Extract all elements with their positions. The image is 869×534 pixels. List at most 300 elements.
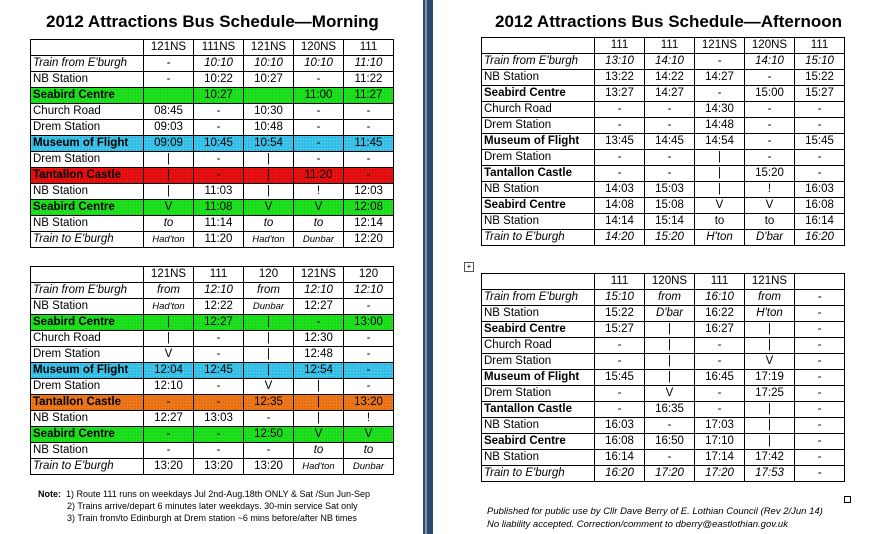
time-cell: 15:00 bbox=[745, 86, 795, 102]
time-cell: from bbox=[144, 283, 194, 299]
time-cell: H'ton bbox=[695, 230, 745, 246]
time-cell: 15:03 bbox=[645, 182, 695, 198]
time-cell: 17:53 bbox=[745, 466, 795, 482]
stop-name: NB Station bbox=[482, 182, 595, 198]
time-cell: Had'ton bbox=[144, 299, 194, 315]
time-cell: | bbox=[144, 331, 194, 347]
route-header: 120NS bbox=[294, 40, 344, 56]
stop-name: Drem Station bbox=[482, 386, 595, 402]
time-cell: - bbox=[194, 379, 244, 395]
time-cell: 15:27 bbox=[795, 86, 845, 102]
table-row bbox=[31, 88, 394, 104]
time-cell: | bbox=[244, 152, 294, 168]
time-cell: Dunbar bbox=[344, 459, 394, 475]
time-cell: - bbox=[645, 150, 695, 166]
time-cell: - bbox=[344, 299, 394, 315]
time-cell: - bbox=[645, 418, 695, 434]
route-header: 111 bbox=[595, 274, 645, 290]
header-corner bbox=[31, 40, 144, 56]
note-2: 2) Trains arrive/depart 6 minutes later weekdays. 30-min service Sat only bbox=[67, 501, 358, 511]
time-cell: 10:10 bbox=[194, 56, 244, 72]
afternoon-table-1 bbox=[481, 37, 845, 246]
table-row bbox=[482, 402, 845, 418]
route-header: 111 bbox=[344, 40, 394, 56]
time-cell: 09:03 bbox=[144, 120, 194, 136]
table-row bbox=[31, 411, 394, 427]
stop-name: Church Road bbox=[482, 102, 595, 118]
time-cell: - bbox=[194, 347, 244, 363]
afternoon-page bbox=[433, 0, 869, 534]
time-cell: - bbox=[645, 102, 695, 118]
table-row bbox=[31, 459, 394, 475]
time-cell: - bbox=[745, 150, 795, 166]
time-cell: 17:25 bbox=[745, 386, 795, 402]
time-cell: | bbox=[144, 184, 194, 200]
credit-line-1: Published for public use by Cllr Dave Berry of E. Lothian Council (Rev 2/Jun 14) bbox=[487, 506, 823, 517]
route-header: 121NS bbox=[294, 267, 344, 283]
note-1: 1) Route 111 runs on weekdays Jul 2nd-Aug.18th ONLY & Sat /Sun Jun-Sep bbox=[66, 489, 371, 499]
time-cell: - bbox=[344, 347, 394, 363]
stop-name: NB Station bbox=[482, 450, 595, 466]
time-cell: ! bbox=[294, 184, 344, 200]
route-header: 121NS bbox=[244, 40, 294, 56]
stop-name: Church Road bbox=[482, 338, 595, 354]
stop-name: Drem Station bbox=[482, 354, 595, 370]
time-cell: 12:27 bbox=[294, 299, 344, 315]
time-cell: - bbox=[344, 363, 394, 379]
table-row bbox=[31, 136, 394, 152]
time-cell: 12:14 bbox=[344, 216, 394, 232]
time-cell: 10:10 bbox=[294, 56, 344, 72]
time-cell: Had'ton bbox=[244, 232, 294, 248]
afternoon-table-2 bbox=[481, 273, 845, 482]
time-cell: from bbox=[745, 290, 795, 306]
time-cell: | bbox=[745, 418, 795, 434]
route-header: 121NS bbox=[144, 267, 194, 283]
table-row bbox=[482, 198, 845, 214]
table-row bbox=[482, 214, 845, 230]
time-cell: 16:22 bbox=[695, 306, 745, 322]
time-cell: V bbox=[745, 354, 795, 370]
stop-name: Seabird Centre bbox=[482, 434, 595, 450]
time-cell: 12:48 bbox=[294, 347, 344, 363]
time-cell: V bbox=[144, 347, 194, 363]
table-row bbox=[482, 150, 845, 166]
stop-name: NB Station bbox=[31, 443, 144, 459]
table-row bbox=[31, 152, 394, 168]
time-cell: 14:14 bbox=[595, 214, 645, 230]
time-cell: - bbox=[294, 136, 344, 152]
table-row bbox=[31, 283, 394, 299]
time-cell: | bbox=[244, 168, 294, 184]
table-row bbox=[482, 290, 845, 306]
time-cell: 10:27 bbox=[244, 72, 294, 88]
credit-line-2: No liability accepted. Correction/comment to dberry@eastlothian.gov.uk bbox=[487, 519, 788, 530]
table-row bbox=[482, 386, 845, 402]
time-cell: to bbox=[344, 443, 394, 459]
stop-name: Seabird Centre bbox=[31, 315, 144, 331]
time-cell: 16:03 bbox=[595, 418, 645, 434]
route-header: 121NS bbox=[695, 38, 745, 54]
time-cell: V bbox=[645, 386, 695, 402]
time-cell: 14:20 bbox=[595, 230, 645, 246]
time-cell: 11:20 bbox=[194, 232, 244, 248]
time-cell: 13:20 bbox=[344, 395, 394, 411]
time-cell: | bbox=[645, 354, 695, 370]
time-cell: 13:20 bbox=[244, 459, 294, 475]
time-cell: - bbox=[294, 120, 344, 136]
table-row bbox=[482, 370, 845, 386]
time-cell: - bbox=[294, 72, 344, 88]
table-row bbox=[31, 427, 394, 443]
time-cell: 13:20 bbox=[194, 459, 244, 475]
time-cell: 12:45 bbox=[194, 363, 244, 379]
page-gutter bbox=[423, 0, 433, 534]
time-cell: - bbox=[595, 354, 645, 370]
time-cell: - bbox=[695, 402, 745, 418]
time-cell: 14:22 bbox=[645, 70, 695, 86]
time-cell: 14:48 bbox=[695, 118, 745, 134]
time-cell: from bbox=[244, 283, 294, 299]
time-cell: V bbox=[745, 198, 795, 214]
stop-name: Train to E'burgh bbox=[31, 459, 144, 475]
time-cell: - bbox=[795, 354, 845, 370]
time-cell: | bbox=[244, 331, 294, 347]
time-cell: V bbox=[244, 379, 294, 395]
time-cell: - bbox=[244, 411, 294, 427]
time-cell: - bbox=[194, 152, 244, 168]
time-cell: - bbox=[795, 290, 845, 306]
time-cell: 15:10 bbox=[595, 290, 645, 306]
time-cell: 08:45 bbox=[144, 104, 194, 120]
table-row bbox=[31, 56, 394, 72]
stop-name: Seabird Centre bbox=[31, 427, 144, 443]
stop-name: NB Station bbox=[482, 306, 595, 322]
time-cell: - bbox=[144, 56, 194, 72]
time-cell: - bbox=[344, 152, 394, 168]
time-cell: 15:10 bbox=[795, 54, 845, 70]
time-cell: 17:14 bbox=[695, 450, 745, 466]
stop-name: Drem Station bbox=[31, 152, 144, 168]
time-cell: - bbox=[144, 395, 194, 411]
table-row bbox=[31, 104, 394, 120]
time-cell: 17:20 bbox=[695, 466, 745, 482]
time-cell: 15:22 bbox=[595, 306, 645, 322]
stop-name: Train from E'burgh bbox=[31, 56, 144, 72]
time-cell: - bbox=[795, 450, 845, 466]
time-cell: - bbox=[795, 166, 845, 182]
stop-name: Drem Station bbox=[482, 118, 595, 134]
time-cell: D'bar bbox=[645, 306, 695, 322]
table-row bbox=[31, 72, 394, 88]
table-row bbox=[482, 322, 845, 338]
stop-name: NB Station bbox=[31, 184, 144, 200]
table-move-handle-icon[interactable]: + bbox=[464, 262, 474, 272]
time-cell: 11:14 bbox=[194, 216, 244, 232]
time-cell: - bbox=[144, 427, 194, 443]
time-cell: 16:14 bbox=[795, 214, 845, 230]
time-cell: to bbox=[144, 216, 194, 232]
time-cell: - bbox=[294, 104, 344, 120]
time-cell: 15:22 bbox=[795, 70, 845, 86]
stop-name: Seabird Centre bbox=[482, 322, 595, 338]
time-cell: 11:03 bbox=[194, 184, 244, 200]
time-cell: 12:10 bbox=[144, 379, 194, 395]
table-row bbox=[482, 118, 845, 134]
table-row bbox=[31, 395, 394, 411]
time-cell: - bbox=[695, 338, 745, 354]
table-row bbox=[482, 230, 845, 246]
time-cell: from bbox=[645, 290, 695, 306]
time-cell: - bbox=[745, 134, 795, 150]
route-header: 111 bbox=[194, 267, 244, 283]
time-cell: - bbox=[595, 338, 645, 354]
time-cell: V bbox=[344, 427, 394, 443]
time-cell: - bbox=[344, 168, 394, 184]
time-cell: - bbox=[795, 370, 845, 386]
table-row bbox=[482, 182, 845, 198]
stop-name: Seabird Centre bbox=[482, 86, 595, 102]
table-resize-handle-icon[interactable] bbox=[844, 496, 851, 503]
time-cell: 13:27 bbox=[595, 86, 645, 102]
table-row bbox=[482, 54, 845, 70]
stop-name: Train to E'burgh bbox=[482, 230, 595, 246]
time-cell: to bbox=[745, 214, 795, 230]
route-header: 120 bbox=[244, 267, 294, 283]
stop-name: Museum of Flight bbox=[482, 370, 595, 386]
route-header: 111 bbox=[695, 274, 745, 290]
route-header: 120NS bbox=[745, 38, 795, 54]
time-cell: 13:45 bbox=[595, 134, 645, 150]
time-cell: 12:03 bbox=[344, 184, 394, 200]
time-cell: - bbox=[795, 150, 845, 166]
table-row bbox=[482, 418, 845, 434]
stop-name: Museum of Flight bbox=[482, 134, 595, 150]
table-row bbox=[482, 338, 845, 354]
time-cell: | bbox=[645, 370, 695, 386]
credit-notice bbox=[487, 505, 823, 531]
time-cell: - bbox=[795, 418, 845, 434]
time-cell: 15:14 bbox=[645, 214, 695, 230]
table-row bbox=[31, 315, 394, 331]
time-cell: - bbox=[194, 443, 244, 459]
time-cell: H'ton bbox=[745, 306, 795, 322]
time-cell: - bbox=[595, 386, 645, 402]
time-cell: 13:20 bbox=[144, 459, 194, 475]
time-cell: | bbox=[695, 166, 745, 182]
time-cell: 11:08 bbox=[194, 200, 244, 216]
stop-name: Drem Station bbox=[31, 347, 144, 363]
time-cell: 15:27 bbox=[595, 322, 645, 338]
time-cell: - bbox=[244, 443, 294, 459]
time-cell: - bbox=[645, 166, 695, 182]
stop-name: Seabird Centre bbox=[482, 198, 595, 214]
stop-name: Tantallon Castle bbox=[31, 168, 144, 184]
header-corner bbox=[482, 38, 595, 54]
header-corner bbox=[482, 274, 595, 290]
time-cell: 16:45 bbox=[695, 370, 745, 386]
time-cell: 16:08 bbox=[595, 434, 645, 450]
stop-name: Museum of Flight bbox=[31, 363, 144, 379]
time-cell: 12:08 bbox=[344, 200, 394, 216]
table-row bbox=[31, 443, 394, 459]
notes-label: Note: bbox=[38, 489, 61, 499]
time-cell: - bbox=[194, 104, 244, 120]
stop-name: Train to E'burgh bbox=[31, 232, 144, 248]
time-cell: - bbox=[595, 118, 645, 134]
time-cell: 13:03 bbox=[194, 411, 244, 427]
time-cell: - bbox=[745, 70, 795, 86]
time-cell: 12:54 bbox=[294, 363, 344, 379]
time-cell: Dunbar bbox=[294, 232, 344, 248]
time-cell: 11:27 bbox=[344, 88, 394, 104]
table-row bbox=[31, 200, 394, 216]
time-cell: 12:10 bbox=[294, 283, 344, 299]
time-cell: D'bar bbox=[745, 230, 795, 246]
time-cell: - bbox=[194, 168, 244, 184]
time-cell: | bbox=[244, 347, 294, 363]
time-cell: | bbox=[645, 338, 695, 354]
time-cell: 16:27 bbox=[695, 322, 745, 338]
time-cell: | bbox=[745, 402, 795, 418]
stop-name: Drem Station bbox=[482, 150, 595, 166]
time-cell: V bbox=[294, 200, 344, 216]
time-cell: 12:30 bbox=[294, 331, 344, 347]
morning-table-2 bbox=[30, 266, 394, 475]
time-cell: 10:30 bbox=[244, 104, 294, 120]
stop-name: Drem Station bbox=[31, 120, 144, 136]
table-row bbox=[482, 70, 845, 86]
table-row bbox=[31, 184, 394, 200]
time-cell: - bbox=[194, 395, 244, 411]
time-cell: - bbox=[795, 322, 845, 338]
time-cell: | bbox=[294, 395, 344, 411]
time-cell: - bbox=[745, 102, 795, 118]
time-cell: 14:27 bbox=[645, 86, 695, 102]
table-row bbox=[31, 363, 394, 379]
time-cell: - bbox=[344, 379, 394, 395]
table-row bbox=[482, 434, 845, 450]
time-cell: 14:27 bbox=[695, 70, 745, 86]
time-cell: - bbox=[194, 120, 244, 136]
time-cell: | bbox=[294, 379, 344, 395]
header-row bbox=[31, 40, 394, 56]
time-cell: V bbox=[695, 198, 745, 214]
time-cell: | bbox=[695, 150, 745, 166]
time-cell: 10:54 bbox=[244, 136, 294, 152]
time-cell: | bbox=[745, 338, 795, 354]
time-cell: - bbox=[795, 306, 845, 322]
table-row bbox=[31, 216, 394, 232]
time-cell: 14:45 bbox=[645, 134, 695, 150]
time-cell: 16:14 bbox=[595, 450, 645, 466]
time-cell: 14:54 bbox=[695, 134, 745, 150]
time-cell: - bbox=[144, 443, 194, 459]
note-3: 3) Train from/to Edinburgh at Drem station ~6 mins before/after NB times bbox=[67, 513, 357, 523]
time-cell: - bbox=[795, 102, 845, 118]
time-cell: 11:22 bbox=[344, 72, 394, 88]
table-row bbox=[482, 306, 845, 322]
route-header: 111NS bbox=[194, 40, 244, 56]
time-cell: 10:22 bbox=[194, 72, 244, 88]
time-cell: 14:10 bbox=[645, 54, 695, 70]
time-cell: 12:10 bbox=[194, 283, 244, 299]
stop-name: NB Station bbox=[482, 418, 595, 434]
stop-name: NB Station bbox=[482, 70, 595, 86]
time-cell: | bbox=[745, 322, 795, 338]
table-row bbox=[482, 466, 845, 482]
time-cell: 12:04 bbox=[144, 363, 194, 379]
stop-name: Drem Station bbox=[31, 379, 144, 395]
table-row bbox=[31, 232, 394, 248]
time-cell: 12:27 bbox=[194, 315, 244, 331]
time-cell: | bbox=[244, 363, 294, 379]
header-corner bbox=[31, 267, 144, 283]
table-row bbox=[482, 166, 845, 182]
time-cell: - bbox=[645, 118, 695, 134]
time-cell: - bbox=[795, 434, 845, 450]
stop-name: Seabird Centre bbox=[31, 88, 144, 104]
time-cell: 16:08 bbox=[795, 198, 845, 214]
table-row bbox=[482, 450, 845, 466]
morning-table-1 bbox=[30, 39, 394, 248]
time-cell: 14:08 bbox=[595, 198, 645, 214]
table-row bbox=[31, 120, 394, 136]
time-cell: - bbox=[645, 450, 695, 466]
table-row bbox=[31, 299, 394, 315]
time-cell: 17:03 bbox=[695, 418, 745, 434]
route-header: 111 bbox=[595, 38, 645, 54]
time-cell: 15:45 bbox=[595, 370, 645, 386]
route-header: 120 bbox=[344, 267, 394, 283]
stop-name: NB Station bbox=[482, 214, 595, 230]
time-cell: - bbox=[795, 402, 845, 418]
route-header: 111 bbox=[795, 38, 845, 54]
stop-name: NB Station bbox=[31, 72, 144, 88]
table-row bbox=[31, 168, 394, 184]
time-cell: 13:10 bbox=[595, 54, 645, 70]
time-cell: 17:19 bbox=[745, 370, 795, 386]
time-cell: 10:48 bbox=[244, 120, 294, 136]
stop-name: Tantallon Castle bbox=[31, 395, 144, 411]
time-cell: - bbox=[745, 118, 795, 134]
time-cell: | bbox=[695, 182, 745, 198]
stop-name: NB Station bbox=[31, 299, 144, 315]
morning-title: 2012 Attractions Bus Schedule—Morning bbox=[46, 12, 379, 31]
time-cell: | bbox=[745, 434, 795, 450]
time-cell: | bbox=[244, 315, 294, 331]
time-cell: to bbox=[695, 214, 745, 230]
time-cell: to bbox=[294, 443, 344, 459]
time-cell: - bbox=[294, 152, 344, 168]
time-cell: 16:35 bbox=[645, 402, 695, 418]
afternoon-title: 2012 Attractions Bus Schedule—Afternoon bbox=[495, 12, 842, 31]
time-cell bbox=[244, 88, 294, 104]
stop-name: Church Road bbox=[31, 104, 144, 120]
time-cell: - bbox=[695, 354, 745, 370]
time-cell: - bbox=[595, 402, 645, 418]
time-cell: | bbox=[144, 168, 194, 184]
stop-name: NB Station bbox=[31, 216, 144, 232]
stop-name: Train to E'burgh bbox=[482, 466, 595, 482]
time-cell: 15:45 bbox=[795, 134, 845, 150]
header-row bbox=[482, 38, 845, 54]
time-cell: - bbox=[344, 104, 394, 120]
time-cell bbox=[144, 88, 194, 104]
time-cell: 11:20 bbox=[294, 168, 344, 184]
time-cell: 12:22 bbox=[194, 299, 244, 315]
time-cell: Had'ton bbox=[294, 459, 344, 475]
